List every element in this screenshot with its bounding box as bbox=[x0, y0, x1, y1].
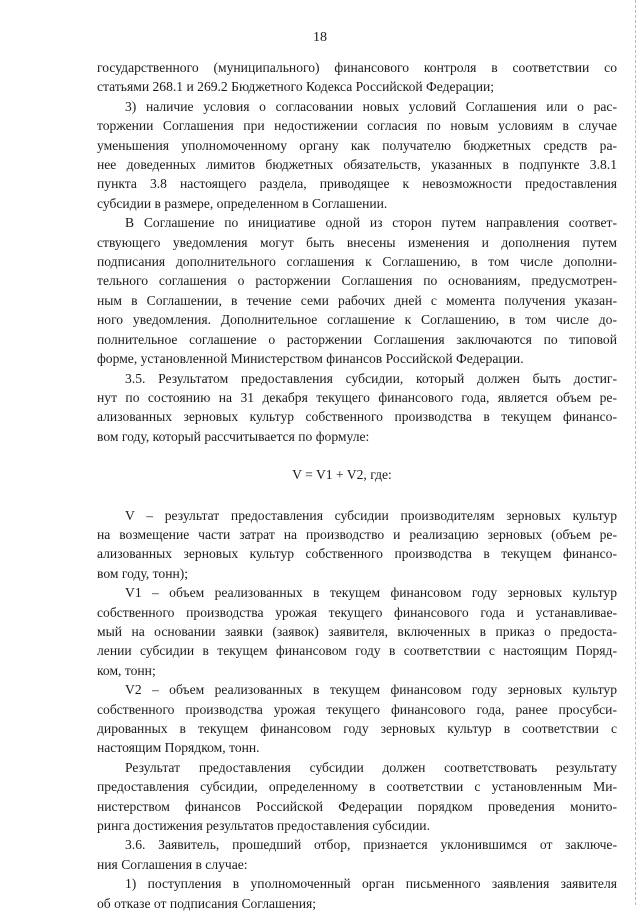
text-line: В Соглашение по инициативе одной из сторон путем направления соответ- bbox=[125, 215, 617, 231]
text-line: ствующего уведомления могут быть внесены изменения и дополнения путем bbox=[97, 234, 617, 250]
text-line: статьями 268.1 и 269.2 Бюджетного Кодекса Российской Федерации; bbox=[97, 79, 495, 95]
text-line: ния Соглашения в случае: bbox=[97, 856, 248, 872]
text-line: уменьшения уполномоченному органу как получателю бюджетных средств ра- bbox=[97, 137, 617, 153]
text-line: лении субсидии в текущем финансовом году в соответствии с настоящим Поряд- bbox=[97, 643, 617, 659]
text-line: подписания дополнительного соглашения к Соглашению, в том числе дополни- bbox=[97, 254, 617, 270]
text-line: об отказе от подписания Соглашения; bbox=[97, 895, 317, 911]
text-line: 3.5. Результатом предоставления субсидии, который должен быть достиг- bbox=[125, 370, 617, 386]
text-line: вом году, тонн); bbox=[97, 565, 189, 581]
text-line: государственного (муниципального) финансового контроля в соответствии со bbox=[97, 60, 617, 75]
text-line: предоставления субсидии, определенному в соответствии с установленным Ми- bbox=[97, 779, 617, 795]
text-line: настоящим Порядком, тонн. bbox=[97, 740, 260, 756]
page-number: 18 bbox=[313, 30, 327, 45]
text-line: торжении Соглашения при недостижении согласия по новым условиям в случае bbox=[97, 118, 617, 134]
text-line: ализованных зерновых культур собственного производства в текущем финансо- bbox=[97, 409, 617, 425]
text-line: собственного производства урожая текущего финансового года, ранее просубси- bbox=[97, 701, 617, 717]
text-line: V2 – объем реализованных в текущем финансовом году зерновых культур bbox=[125, 682, 617, 698]
text-line: ком, тонн; bbox=[97, 662, 156, 678]
text-line: вом году, который рассчитывается по формуле: bbox=[97, 428, 370, 444]
text-line: ным в Соглашении, в течение семи рабочих дней с момента получения указан- bbox=[97, 292, 617, 308]
text-line: тельного соглашения о расторжении Соглашения по основаниям, предусмотрен- bbox=[97, 273, 617, 289]
text-line: V – результат предоставления субсидии производителям зерновых культур bbox=[125, 507, 617, 523]
text-line: субсидии в размере, определенном в Соглашении. bbox=[97, 195, 388, 211]
text-line: ализованных зерновых культур собственного производства в текущем финансо- bbox=[97, 546, 617, 562]
text-line: Результат предоставления субсидии должен соответствовать результату bbox=[125, 759, 617, 775]
text-line: полнительное соглашение о расторжении Соглашения заключаются по типовой bbox=[97, 331, 617, 347]
text-line: собственного производства урожая текущего финансового года и устанавливае- bbox=[97, 604, 617, 620]
text-line: на возмещение части затрат на производство и реализацию зерновых (объем ре- bbox=[97, 526, 617, 542]
page-edge-artifact bbox=[629, 0, 636, 905]
text-line: 1) поступления в уполномоченный орган письменного заявления заявителя bbox=[125, 876, 617, 892]
text-line: 3.6. Заявитель, прошедший отбор, признается уклонившимся от заключе- bbox=[125, 837, 617, 853]
text-line: пункта 3.8 настоящего раздела, приводящее к невозможности предоставления bbox=[97, 176, 617, 192]
text-line: нут по состоянию на 31 декабря текущего финансового года, является объем ре- bbox=[97, 389, 617, 405]
document-body bbox=[97, 58, 617, 913]
text-line: мый на основании заявки (заявок) заявителя, включенных в приказ о предоста- bbox=[97, 623, 617, 639]
formula: V = V1 + V2, где: bbox=[292, 467, 392, 483]
text-line: форме, установленной Министерством финансов Российской Федерации. bbox=[97, 351, 524, 367]
text-line: нее доведенных лимитов бюджетных обязательств, указанных в подпункте 3.8.1 bbox=[97, 157, 617, 173]
text-line: дированных в текущем финансовом году зерновых культур в соответствии с bbox=[97, 721, 617, 736]
text-line: 3) наличие условия о согласовании новых условий Соглашения или о рас- bbox=[125, 98, 617, 114]
text-line: ного уведомления. Дополнительное соглашение к Соглашению, в том числе до- bbox=[97, 312, 617, 328]
text-line: ринга достижения результатов предоставления субсидии. bbox=[97, 818, 430, 834]
text-line: V1 – объем реализованных в текущем финансовом году зерновых культур bbox=[125, 585, 617, 601]
text-line: нистерством финансов Российской Федерации порядком проведения монито- bbox=[97, 798, 617, 814]
